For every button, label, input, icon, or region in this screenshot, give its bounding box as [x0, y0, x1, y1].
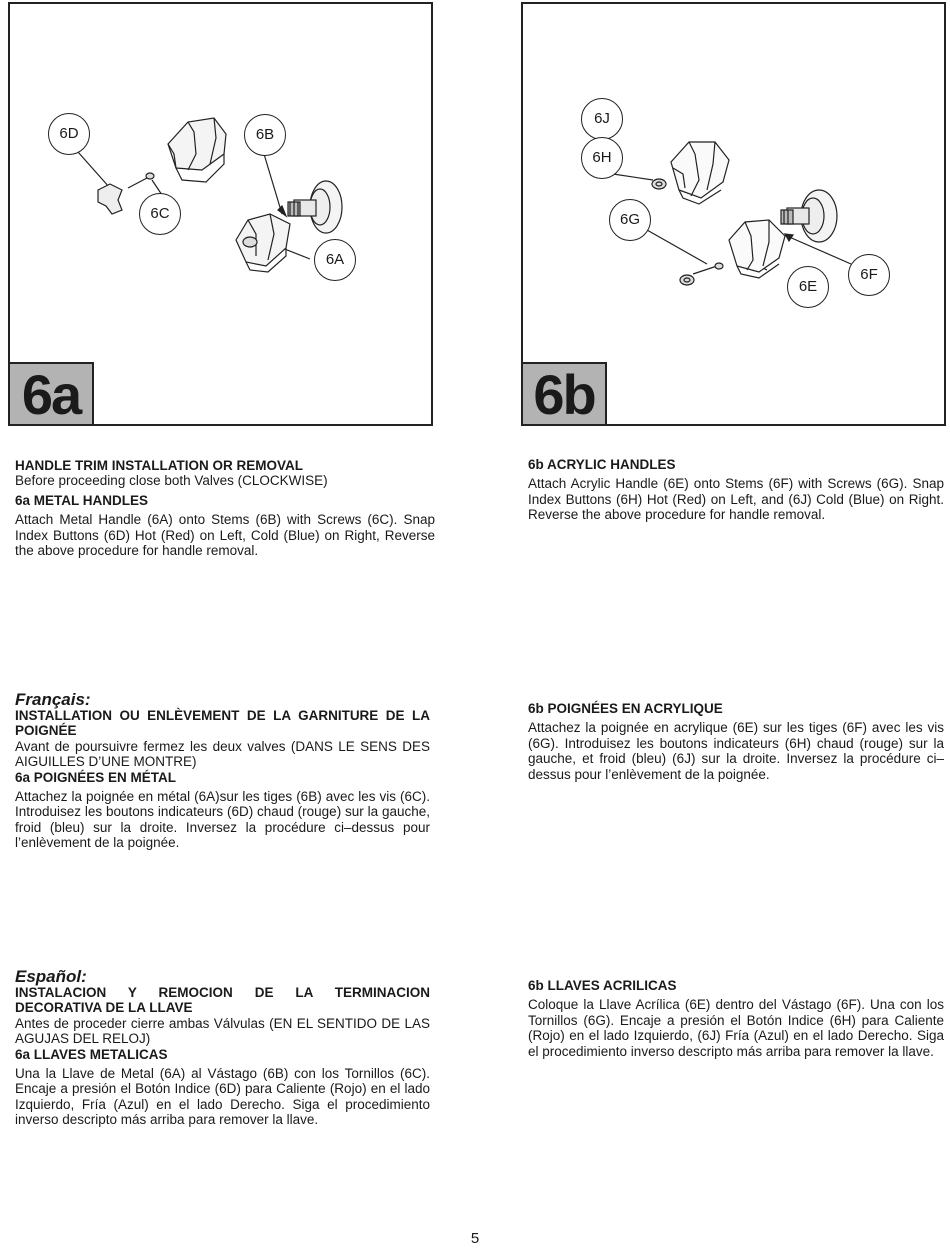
figure-tag: 6a [10, 362, 94, 424]
page-number: 5 [470, 1230, 480, 1247]
figure-tag: 6b [523, 362, 607, 424]
figure-6a-panel [8, 2, 433, 426]
language-label: Español: [15, 967, 87, 986]
subsection-heading: 6b LLAVES ACRILICAS [528, 978, 677, 993]
intro-text: Avant de poursuivre fermez les deux valves (DANS LE SENS DES AIGUILLES D’UNE MONTRE) [15, 738, 430, 770]
callout-6f: 6F [848, 254, 890, 296]
spanish-acrylic-section [528, 978, 944, 1059]
subsection-heading: 6b POIGNÉES EN ACRYLIQUE [528, 701, 723, 716]
intro-text: Before proceeding close both Valves (CLOCKWISE) [15, 473, 328, 489]
callout-6h: 6H [581, 137, 623, 179]
callout-6j: 6J [581, 98, 623, 140]
english-acrylic-section [528, 457, 944, 523]
section-heading: INSTALLATION OU ENLÈVEMENT DE LA GARNITURE DE LA POIGNÉE [15, 708, 430, 739]
spanish-metal-section [15, 968, 430, 1128]
callout-6a: 6A [314, 239, 356, 281]
instruction-text: Coloque la Llave Acrílica (6E) dentro del Vástago (6F). Una con los Tornillos (6G). Encaje a presión el Botón Indice (6H) para Caliente (Rojo) en el lado Izquierdo, (6J) Fría (Azul) en el lado Derecho. Siga el procedimiento inverso descripto más arriba para remover la llave. [528, 997, 944, 1059]
subsection-heading: 6a METAL HANDLES [15, 492, 149, 508]
callout-6g: 6G [609, 199, 651, 241]
english-metal-section [15, 458, 435, 558]
french-acrylic-section [528, 701, 944, 782]
instruction-text: Una la Llave de Metal (6A) al Vástago (6B) con los Tornillos (6C). Encaje a presión el Botón Indice (6D) para Caliente (Rojo) en el lado Izquierdo, Fría (Azul) en el lado Derecho. Siga el procedimiento inverso descripto más arriba para remover la llave. [15, 1066, 430, 1128]
instruction-text: Attach Acrylic Handle (6E) onto Stems (6F) with Screws (6G). Snap Index Buttons (6H) Hot (Red) on Left, and (6J) Cold (Blue) on Right. Reverse the above procedure for handle removal. [528, 476, 944, 523]
french-metal-section [15, 691, 430, 851]
figure-6b-panel [521, 2, 946, 426]
language-label: Français: [15, 690, 91, 709]
callout-6e: 6E [787, 266, 829, 308]
section-heading: INSTALACION Y REMOCION DE LA TERMINACION DECORATIVA DE LA LLAVE [15, 985, 430, 1016]
instruction-text: Attach Metal Handle (6A) onto Stems (6B) with Screws (6C). Snap Index Buttons (6D) Hot (Red) on Left, Cold (Blue) on Right, Reverse the above procedure for handle removal. [15, 512, 435, 559]
intro-text: Antes de proceder cierre ambas Válvulas (EN EL SENTIDO DE LAS AGUJAS DEL RELOJ) [15, 1015, 430, 1047]
section-heading: HANDLE TRIM INSTALLATION OR REMOVAL [15, 458, 303, 473]
acrylic-handle-illustration [523, 4, 944, 424]
callout-6d: 6D [48, 113, 90, 155]
callout-6c: 6C [139, 193, 181, 235]
instruction-text: Attachez la poignée en acrylique (6E) sur les tiges (6F) avec les vis (6G). Introduisez les boutons indicateurs (6H) chaud (rouge) sur la gauche, et froid (bleu) (6J) sur la droite. Inversez la procédure ci–dessus pour l’enlèvement de la poignée. [528, 720, 944, 782]
subsection-heading: 6b ACRYLIC HANDLES [528, 457, 676, 472]
subsection-heading: 6a LLAVES METALICAS [15, 1046, 168, 1062]
callout-6b: 6B [244, 114, 286, 156]
metal-handle-illustration [10, 4, 431, 424]
instruction-text: Attachez la poignée en métal (6A)sur les tiges (6B) avec les vis (6C). Introduisez les boutons indicateurs (6D) chaud (rouge) sur la gauche, froid (bleu) sur la droite. Inversez la procédure ci–dessus pour l’enlèvement de la poignée. [15, 789, 430, 851]
subsection-heading: 6a POIGNÉES EN MÉTAL [15, 769, 177, 785]
